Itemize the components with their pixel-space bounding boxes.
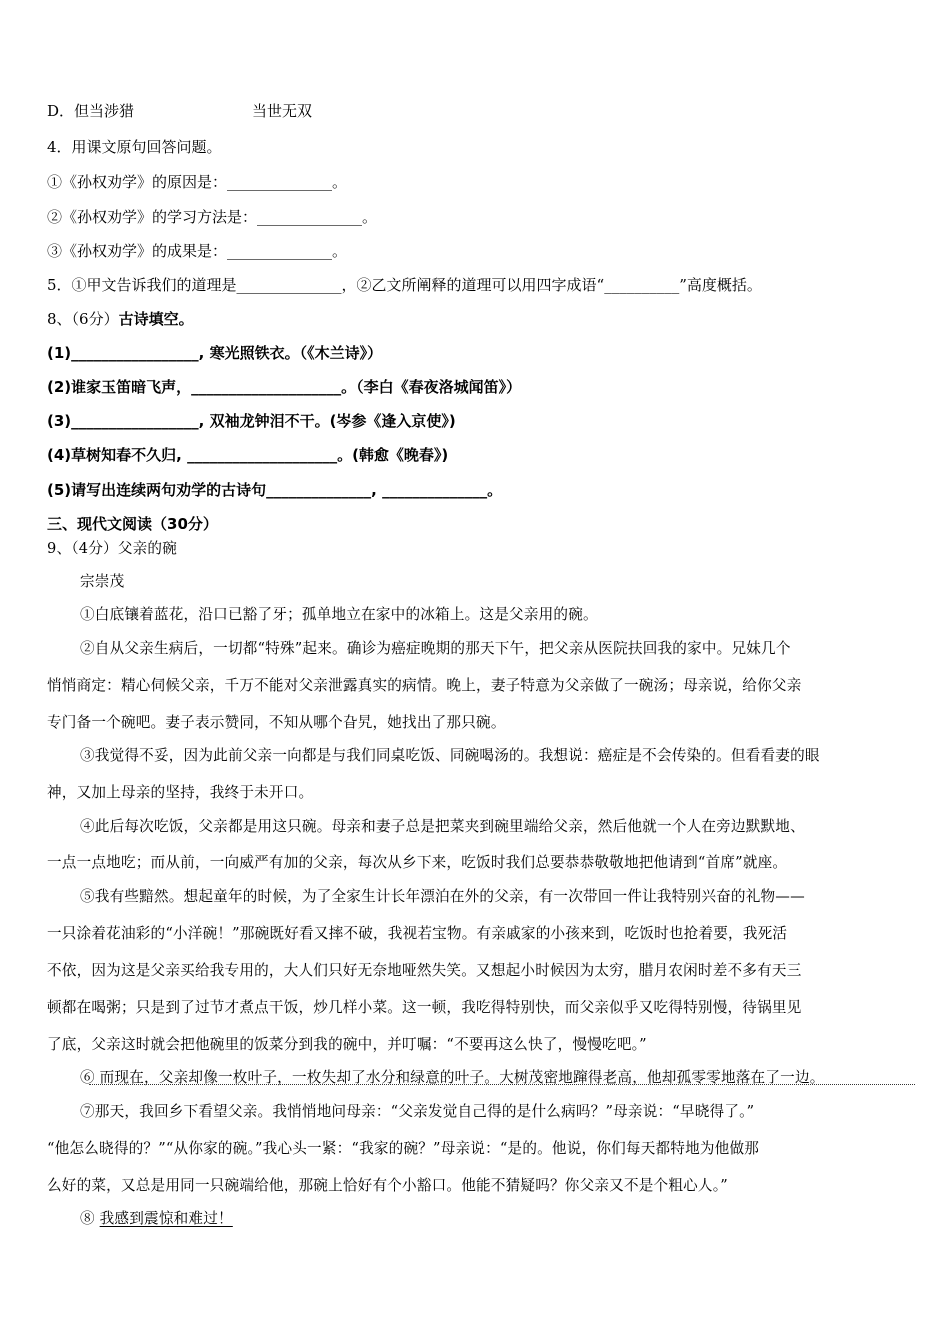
poem-4: (4)草树知春不久归, ____________________。(韩愈《晚春》): [47, 446, 449, 464]
paragraph-5-line-3: 不依，因为这是父亲买给我专用的，大人们只好无奈地哑然失笑。又想起小时候因为太穷，腊月农闲时差不多有天三: [47, 962, 802, 979]
paragraph-7-line-3: 么好的菜，又总是用同一只碗端给他，那碗上恰好有个小豁口。他能不猜疑吗？你父亲又不是个粗心人。”: [47, 1177, 728, 1194]
paragraph-2-line-3: 专门备一个碗吧。妻子表示赞同，不知从哪个旮旯，她找出了那只碗。: [47, 714, 506, 731]
poem-3: (3)_________________, 双袖龙钟泪不干。(岑参《逢入京使》): [47, 412, 456, 430]
question-5: 5．①甲文告诉我们的道理是______________，②乙文所阐释的道理可以用四字成语“__________”高度概括。: [47, 276, 762, 294]
paragraph-3-line-2: 神，又加上母亲的坚持，我终于未开口。: [47, 784, 314, 801]
paragraph-4-line-2: 一点一点地吃；而从前，一向威严有加的父亲，每次从乡下来，吃饭时我们总要恭恭敬敬地把他请到“首席”就座。: [47, 854, 788, 871]
dotted-underline: [89, 1084, 915, 1085]
option-d: [47, 101, 312, 121]
paragraph-6: ⑥ 而现在，父亲却像一枚叶子，一枚失却了水分和绿意的叶子。大树茂密地蹿得老高，他却孤零零地落在了一边。: [80, 1069, 825, 1086]
poem-2: (2)谁家玉笛暗飞声，____________________。（李白《春夜洛城闻笛》）: [47, 378, 522, 396]
paragraph-1: ①白底镶着蓝花，沿口已豁了牙；孤单地立在家中的冰箱上。这是父亲用的碗。: [80, 606, 598, 623]
paragraph-8: [80, 1209, 233, 1229]
paragraph-5-line-1: ⑤我有些黯然。想起童年的时候，为了全家生计长年漂泊在外的父亲，有一次带回一件让我特别兴奋的礼物——: [80, 888, 805, 905]
paragraph-3-line-1: ③我觉得不妥，因为此前父亲一向都是与我们同桌吃饭、同碗喝汤的。我想说：癌症是不会传染的。但看看妻的眼: [80, 747, 820, 764]
question-4-2: ②《孙权劝学》的学习方法是：______________。: [47, 208, 378, 226]
paragraph-7-line-2: “他怎么晓得的？”“从你家的碗。”我心头一紧：“我家的碗？”母亲说：“是的。他说，你们每天都特地为他做那: [47, 1140, 760, 1157]
paragraph-8-number: ⑧: [80, 1210, 100, 1227]
paragraph-7-line-1: ⑦那天，我回乡下看望父亲。我悄悄地问母亲：“父亲发觉自己得的是什么病吗？”母亲说：“早晓得了。”: [80, 1103, 755, 1120]
question-4: 4．用课文原句回答问题。: [47, 138, 222, 156]
question-4-3: ③《孙权劝学》的成果是：______________。: [47, 242, 348, 260]
question-9-title: 9、（4分）父亲的碗: [47, 540, 178, 557]
option-d-text: D．但当涉猎: [47, 102, 135, 120]
paragraph-2-line-2: 悄悄商定：精心伺候父亲，千万不能对父亲泄露真实的病情。晚上，妻子特意为父亲做了一碗汤；母亲说，给你父亲: [47, 677, 802, 694]
paragraph-4-line-1: ④此后每次吃饭，父亲都是用这只碗。母亲和妻子总是把菜夹到碗里端给父亲，然后他就一个人在旁边默默地、: [80, 818, 805, 835]
poem-5: (5)请写出连续两句劝学的古诗句______________, ______________。: [47, 481, 503, 499]
section-3-heading: 三、现代文阅读（30分）: [47, 515, 218, 533]
paragraph-8-underlined-text: 我感到震惊和难过！: [99, 1210, 233, 1227]
paragraph-5-line-5: 了底，父亲这时就会把他碗里的饭菜分到我的碗中，并叮嘱：“不要再这么快了，慢慢吃吧。”: [47, 1036, 647, 1053]
question-8-title: 古诗填空。: [118, 310, 194, 328]
article-author: 宗崇茂: [80, 573, 125, 590]
question-8: [47, 309, 194, 329]
question-4-1: ①《孙权劝学》的原因是：______________。: [47, 173, 348, 191]
paragraph-5-line-2: 一只涂着花油彩的“小洋碗！”那碗既好看又摔不破，我视若宝物。有亲戚家的小孩来到，吃饭时也抢着要，我死活: [47, 925, 788, 942]
paragraph-5-line-4: 顿都在喝粥；只是到了过节才煮点干饭，炒几样小菜。这一顿，我吃得特别快，而父亲似乎又吃得特别慢，待锅里见: [47, 999, 802, 1016]
question-8-score: 8、（6分）: [47, 310, 119, 328]
option-d-answer: 当世无双: [252, 102, 313, 120]
poem-1: (1)_________________, 寒光照铁衣。（《木兰诗》）: [47, 344, 383, 362]
paragraph-2-line-1: ②自从父亲生病后，一切都“特殊”起来。确诊为癌症晚期的那天下午，把父亲从医院扶回我的家中。兄妹几个: [80, 640, 791, 657]
